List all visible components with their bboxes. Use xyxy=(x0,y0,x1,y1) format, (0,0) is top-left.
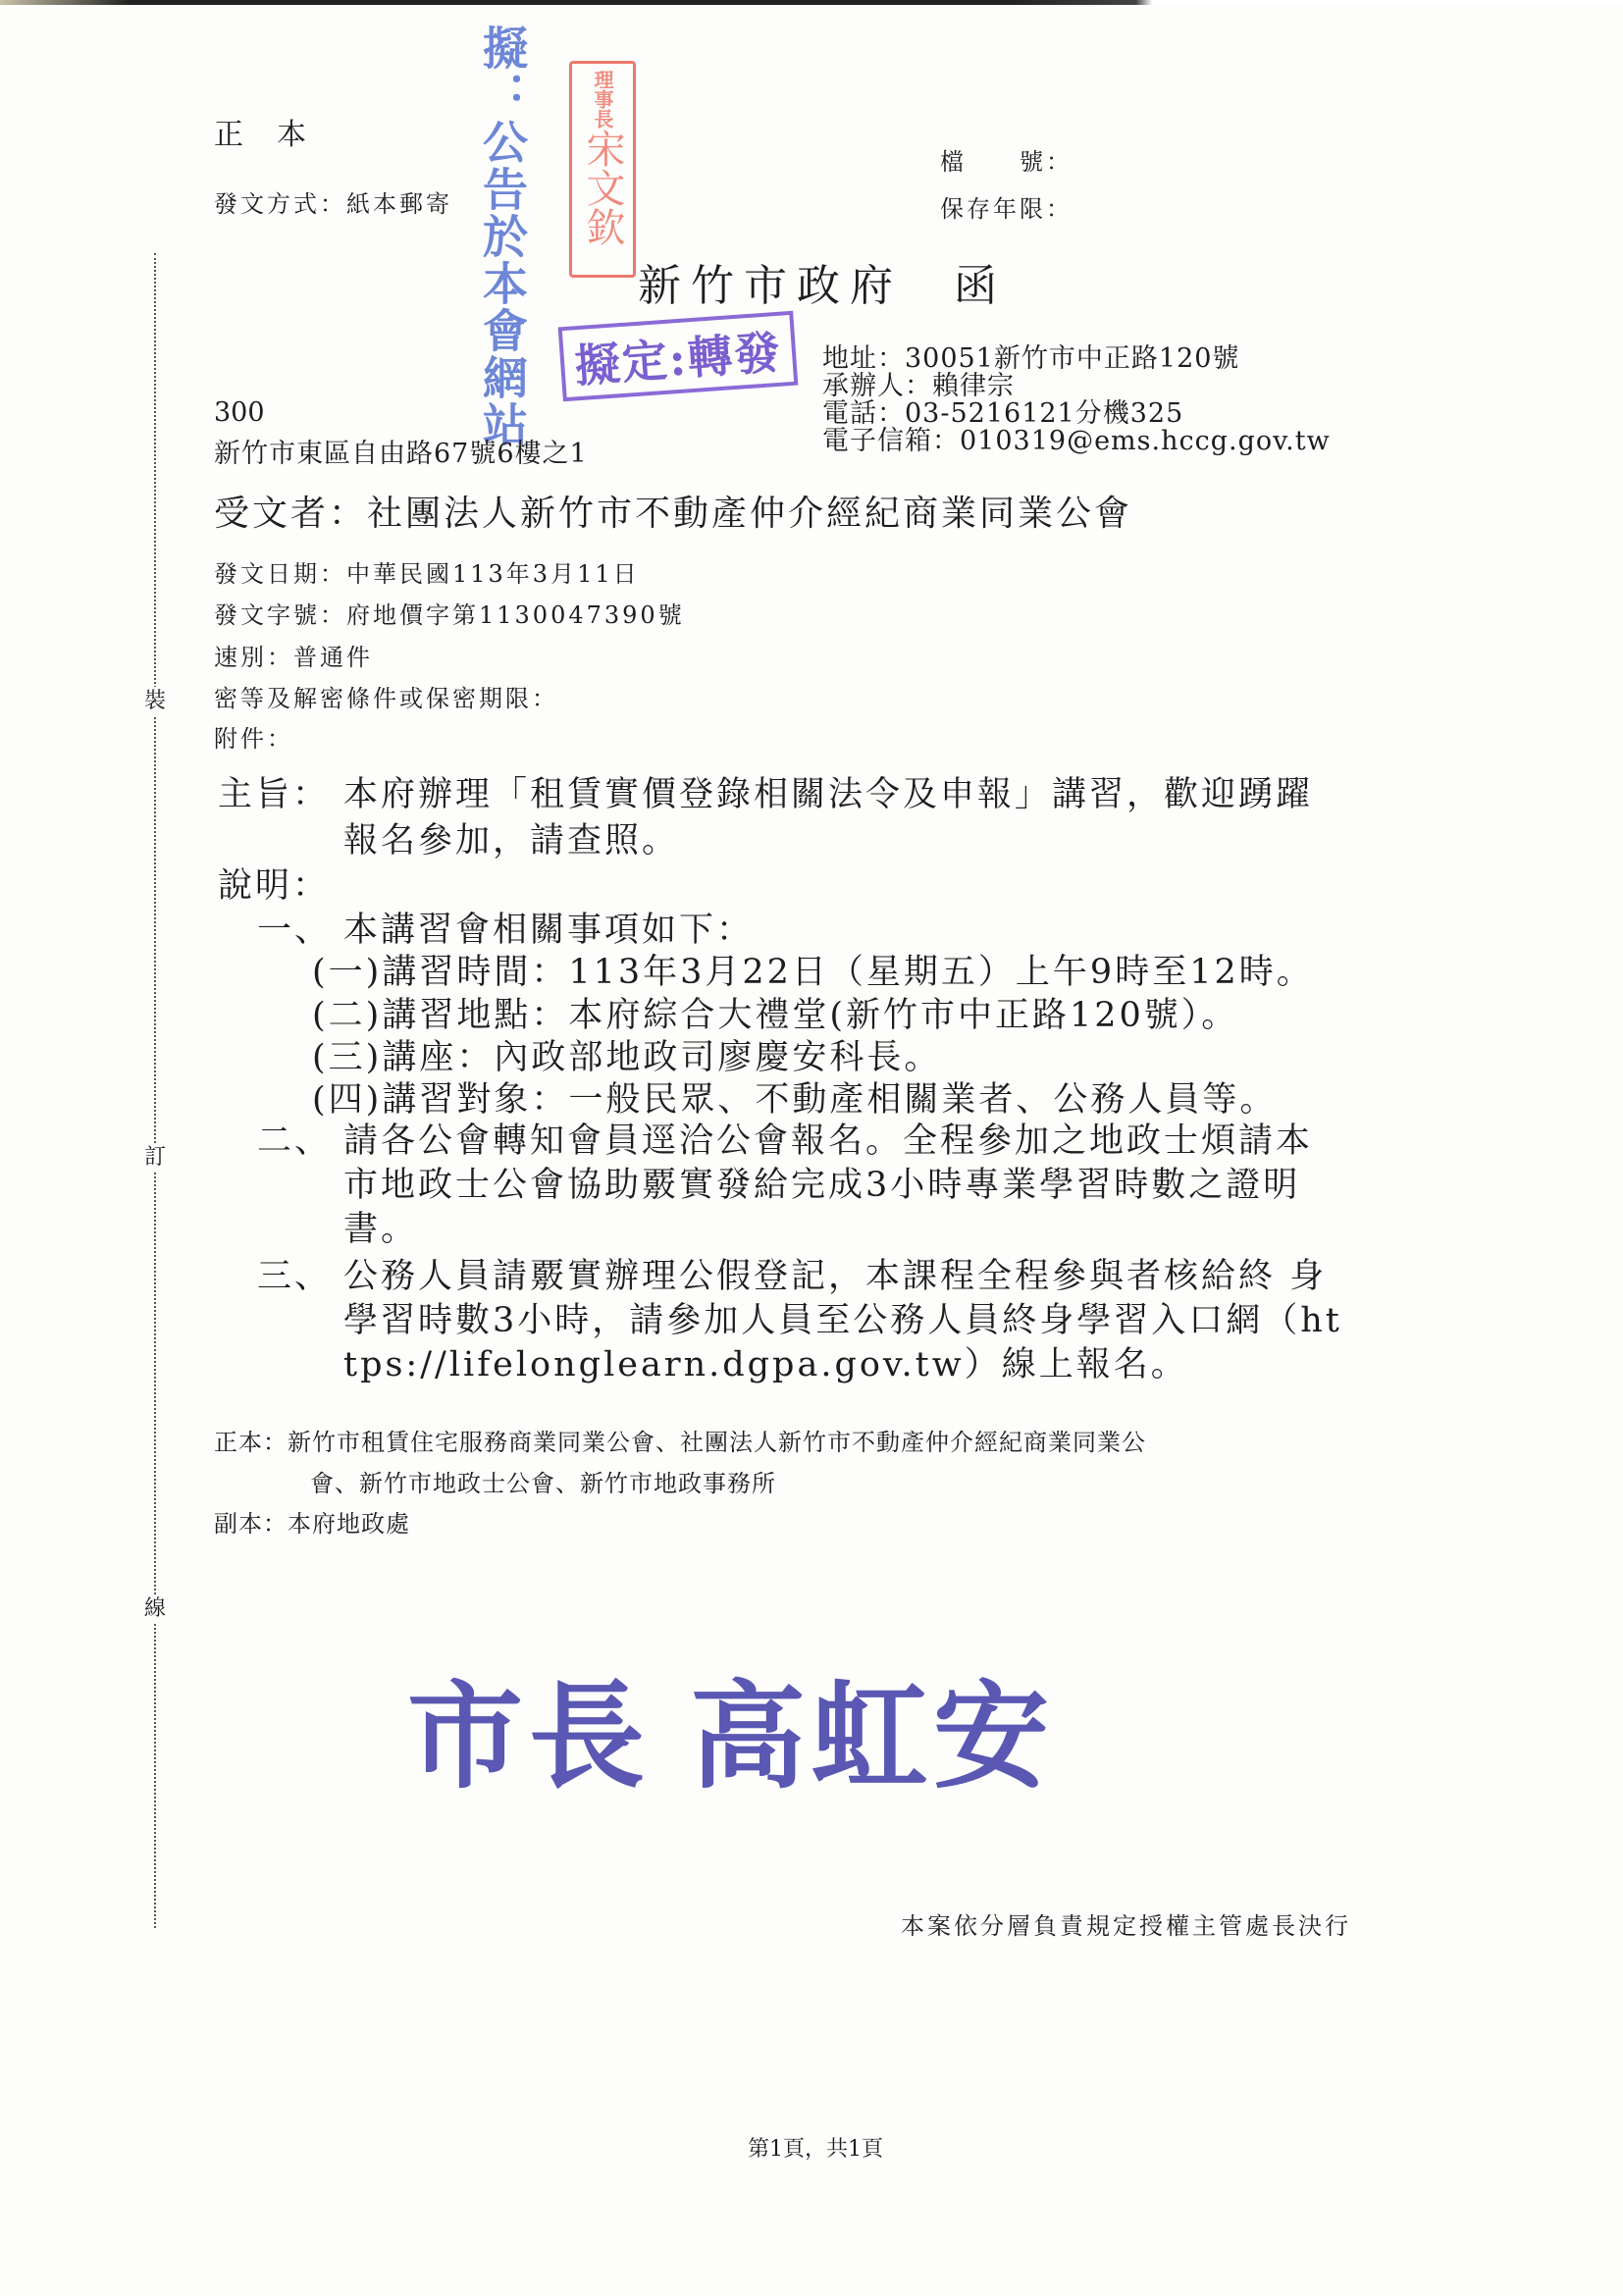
chairman-seal-name: 宋文欽 xyxy=(580,129,625,246)
subitem-2-num: (二) xyxy=(312,996,383,1035)
item-3-line-1: 公務人員請覈實辦理公假登記，本課程全程參與者核給終 身 xyxy=(343,1257,1328,1296)
recipient-label: 受文者： xyxy=(214,494,368,534)
explanation-label: 說明： xyxy=(218,866,331,906)
item-1-text: 本講習會相關事項如下： xyxy=(343,911,755,950)
distribution-original xyxy=(214,1423,1146,1457)
item-3-line-2: 學習時數3小時，請參加人員至公務人員終身學習入口網（ht xyxy=(343,1301,1342,1340)
binding-mark-xian: 線 xyxy=(140,1594,170,1624)
chairman-seal-title: 理事長 xyxy=(591,70,614,129)
subitem-4-text: 講習對象：一般民眾、不動產相關業者、公務人員等。 xyxy=(382,1080,1278,1120)
recipient-address: 新竹市東區自由路67號6樓之1 xyxy=(214,439,588,469)
signature-title: 市長 xyxy=(407,1669,652,1804)
item-2-line-2: 市地政士公會協助覈實發給完成3小時專業學習時數之證明 xyxy=(343,1166,1301,1205)
recipient-name: 社團法人新竹市不動產仲介經紀商業同業公會 xyxy=(367,494,1133,534)
subitem-1 xyxy=(312,950,1314,996)
send-method xyxy=(214,184,452,219)
original-label: 正本： xyxy=(214,1429,288,1456)
document-type: 函 xyxy=(954,261,1007,311)
item-3-num: 三、 xyxy=(257,1257,333,1296)
copy-label: 副本： xyxy=(214,1510,288,1538)
chairman-seal-stamp xyxy=(569,61,636,278)
sender-email: 電子信箱：010319@ems.hccg.gov.tw xyxy=(822,426,1331,456)
sender-address: 地址：30051新竹市中正路120號 xyxy=(822,343,1240,374)
original-recipients-line-1: 新竹市租賃住宅服務商業同業公會、社團法人新竹市不動產仲介經紀商業同業公 xyxy=(288,1429,1146,1456)
send-method-value: 紙本郵寄 xyxy=(346,190,452,218)
vertical-note-stamp: 擬：公告於本會網站 xyxy=(476,25,529,448)
file-number-label: 檔 號： xyxy=(940,148,1073,176)
copy-type-label: 正 本 xyxy=(214,118,308,152)
subitem-2 xyxy=(312,993,1238,1039)
subitem-3-num: (三) xyxy=(312,1038,383,1077)
page-number: 第1頁，共1頁 xyxy=(748,2137,883,2162)
priority: 速別：普通件 xyxy=(214,644,373,671)
item-2-line-1: 請各公會轉知會員逕洽公會報名。全程參加之地政士煩請本 xyxy=(343,1122,1314,1161)
item-2-line-3: 書。 xyxy=(343,1210,419,1249)
binding-mark-ding: 訂 xyxy=(140,1143,170,1173)
subitem-1-text: 講習時間：113年3月22日（星期五）上午9時至12時。 xyxy=(382,953,1314,992)
recipient-line xyxy=(214,486,1132,536)
mayor-signature xyxy=(407,1644,1055,1810)
sender-phone: 電話：03-5216121分機325 xyxy=(822,398,1184,429)
subject-line-1: 本府辦理「租賃實價登錄相關法令及申報」講習，歡迎踴躍 xyxy=(343,775,1314,814)
sender-contact-block xyxy=(822,345,1331,455)
subitem-3-text: 講座：內政部地政司廖慶安科長。 xyxy=(382,1038,942,1077)
copy-recipients: 本府地政處 xyxy=(288,1510,410,1538)
reference-number: 發文字號：府地價字第1130047390號 xyxy=(214,601,685,629)
subject-label: 主旨： xyxy=(218,775,331,814)
subitem-1-num: (一) xyxy=(312,953,383,992)
binding-mark-zhuang: 裝 xyxy=(140,687,170,716)
issuer-title xyxy=(638,250,1007,313)
attachments: 附件： xyxy=(214,725,293,753)
subitem-4-num: (四) xyxy=(312,1080,383,1120)
retention-period-label: 保存年限： xyxy=(940,195,1073,223)
subitem-2-text: 講習地點：本府綜合大禮堂(新竹市中正路120號）。 xyxy=(382,996,1239,1035)
item-3-line-3: tps://lifelonglearn.dgpa.gov.tw）線上報名。 xyxy=(343,1345,1188,1384)
binding-dotted-line xyxy=(154,253,156,1928)
item-2-num: 二、 xyxy=(257,1122,333,1161)
issue-date: 發文日期：中華民國113年3月11日 xyxy=(214,560,640,588)
subitem-4 xyxy=(312,1077,1277,1123)
signature-name: 高虹安 xyxy=(690,1669,1056,1804)
issuer-name: 新竹市政府 xyxy=(638,261,903,311)
distribution-copy xyxy=(214,1504,410,1539)
decision-stamp: 擬定:轉發 xyxy=(558,311,799,402)
item-1-num: 一、 xyxy=(257,911,333,950)
handler-name: 承辦人：賴律宗 xyxy=(822,371,1015,401)
subject-line-2: 報名參加，請查照。 xyxy=(343,821,680,861)
recipient-postal-code: 300 xyxy=(214,397,265,428)
subitem-3 xyxy=(312,1035,941,1081)
original-recipients-line-2: 會、新竹市地政士公會、新竹市地政事務所 xyxy=(310,1470,776,1497)
scan-top-edge xyxy=(0,0,1623,5)
authorization-note: 本案依分層負責規定授權主管處長決行 xyxy=(901,1912,1351,1940)
confidentiality: 密等及解密條件或保密期限： xyxy=(214,685,558,712)
send-method-label: 發文方式： xyxy=(214,190,346,218)
